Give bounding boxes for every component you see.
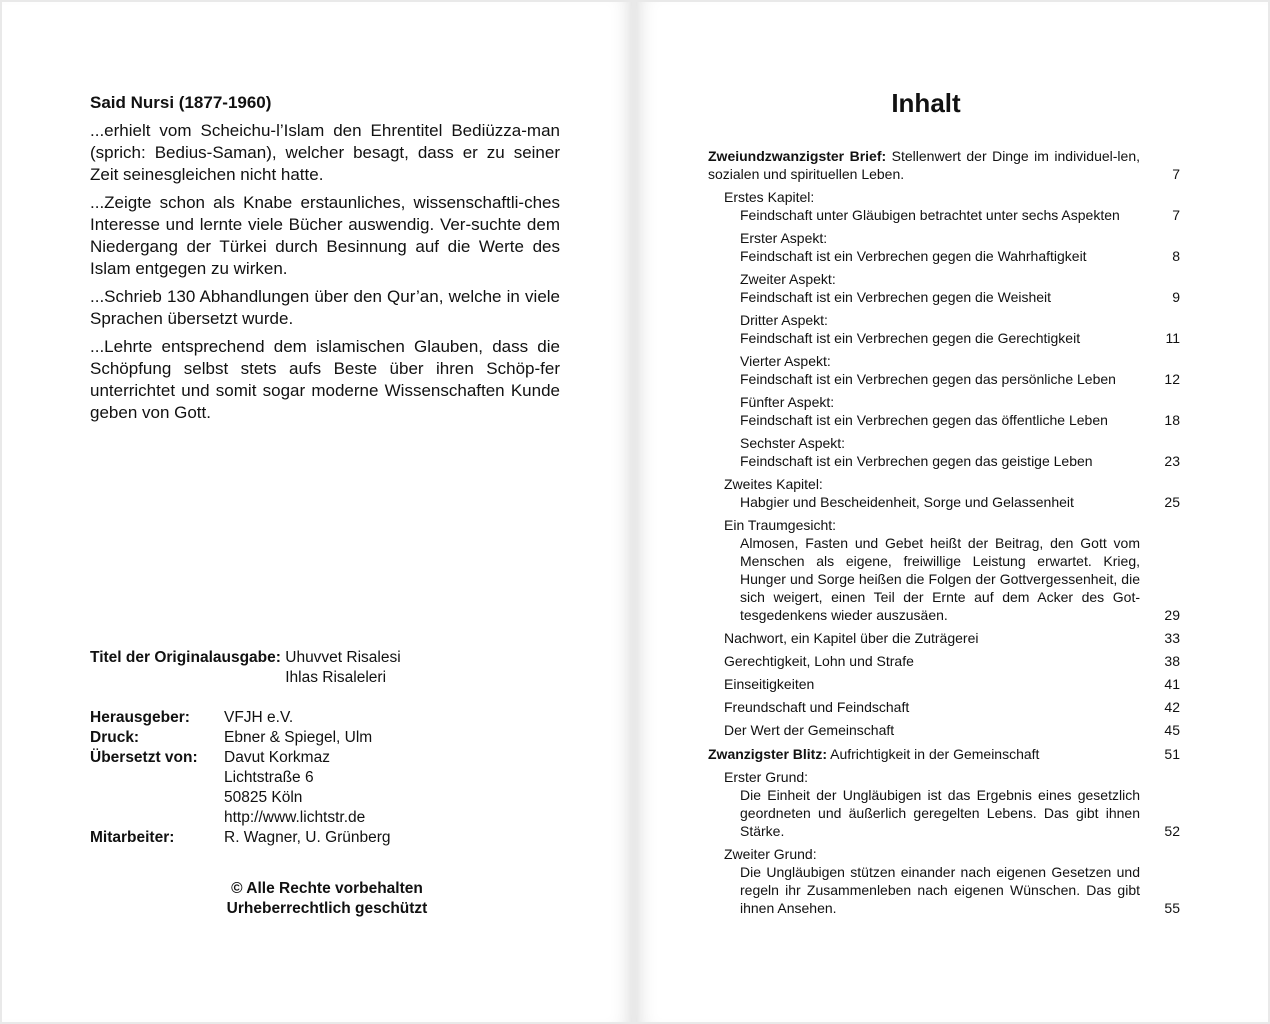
toc-entry-text: Almosen, Fasten und Gebet heißt der Beitrag, den Gott vom Menschen als eigene, freiwillige Leistung erwartet. Krieg, Hunger und Sorge heißen die Folgen der Gottvergessenheit, die sich weigert, einen Teil der Ernte auf dem Acker des Got-tesgedenkens wieder auszusäen. xyxy=(740,535,1140,623)
toc-entry-line xyxy=(708,411,1180,429)
toc-entry xyxy=(708,652,1180,670)
toc-entry-text: Einseitigkeiten xyxy=(724,676,815,692)
imprint-key xyxy=(90,768,224,788)
toc-entry-label: Zweites Kapitel: xyxy=(724,476,823,492)
toc-entry-label: Ein Traumgesicht: xyxy=(724,517,837,533)
imprint-row xyxy=(90,828,391,848)
toc-entry-text: Feindschaft ist ein Verbrechen gegen die Wahrhaftigkeit xyxy=(740,248,1087,264)
toc-entry-label: Vierter Aspekt: xyxy=(740,353,831,369)
toc-entry-line xyxy=(708,629,1180,647)
toc-entry-line xyxy=(708,147,1180,183)
toc-entry-label: Erstes Kapitel: xyxy=(724,189,815,205)
toc-entry-text: Der Wert der Gemeinschaft xyxy=(724,722,895,738)
imprint-row xyxy=(90,768,391,788)
toc-entry xyxy=(708,434,1180,470)
toc-page-number: 41 xyxy=(1164,676,1180,692)
imprint-key: Herausgeber: xyxy=(90,709,190,726)
bio-title: Said Nursi (1877-1960) xyxy=(90,93,272,112)
toc-page-number: 12 xyxy=(1164,371,1180,387)
imprint-value: 50825 Köln xyxy=(224,789,303,806)
imprint-row xyxy=(90,708,391,728)
rights-line: Urheberrechtlich geschützt xyxy=(226,900,428,917)
toc-entry-label: Zweiter Aspekt: xyxy=(740,271,836,287)
toc-entry-line xyxy=(708,698,1180,716)
right-page xyxy=(636,2,1268,1022)
author-bio xyxy=(90,92,560,430)
toc-page-number: 11 xyxy=(1165,330,1180,346)
toc-entry-text: Nachwort, ein Kapitel über die Zuträgerei xyxy=(724,630,979,646)
toc-page-number: 25 xyxy=(1164,494,1180,510)
toc-entry-line xyxy=(708,370,1180,388)
toc-entry xyxy=(708,845,1180,917)
imprint xyxy=(90,708,391,848)
toc-entry-title: Stellenwert der Dinge im individuel-len, sozialen und spirituellen Leben. xyxy=(708,148,1140,182)
toc-page-number: 38 xyxy=(1164,653,1180,669)
toc-entry-text: Habgier und Bescheidenheit, Sorge und Gelassenheit xyxy=(740,494,1074,510)
original-edition-label: Titel der Originalausgabe: xyxy=(90,649,281,666)
toc-entry xyxy=(708,475,1180,511)
imprint-value: R. Wagner, U. Grünberg xyxy=(224,829,391,846)
bio-paragraph: ...Zeigte schon als Knabe erstaunliches, wissenschaftli-ches Interesse und lernte viele Bücher auswendig. Ver-suchte dem Niedergang der Türkei durch Besinnung auf die Werte des Islam entgegen zu wirken. xyxy=(90,193,560,278)
toc-entry xyxy=(708,188,1180,224)
rights-notice xyxy=(152,879,502,919)
toc-entry xyxy=(708,229,1180,265)
toc-entry-label: Fünfter Aspekt: xyxy=(740,394,835,410)
toc-page-number: 7 xyxy=(1172,207,1180,223)
toc-page-number: 42 xyxy=(1164,699,1180,715)
bio-paragraph: ...Schrieb 130 Abhandlungen über den Qur’an, welche in viele Sprachen übersetzt wurde. xyxy=(90,287,560,328)
toc-entry-label: Zweiter Grund: xyxy=(724,846,817,862)
toc-page-number: 9 xyxy=(1172,289,1180,305)
toc-entry-line xyxy=(708,534,1180,624)
imprint-key: Druck: xyxy=(90,729,140,746)
toc-entry-text: Feindschaft ist ein Verbrechen gegen die Weisheit xyxy=(740,289,1052,305)
toc-page-number: 7 xyxy=(1172,166,1180,182)
toc-entry xyxy=(708,393,1180,429)
imprint-key: Mitarbeiter: xyxy=(90,829,175,846)
imprint-value: Lichtstraße 6 xyxy=(224,769,314,786)
original-edition-value: Uhuvvet Risalesi xyxy=(285,649,401,666)
toc-entry-text: Feindschaft ist ein Verbrechen gegen das persönliche Leben xyxy=(740,371,1116,387)
toc-entry xyxy=(708,352,1180,388)
toc-entry-line xyxy=(708,452,1180,470)
toc-entry-line xyxy=(708,206,1180,224)
imprint-row xyxy=(90,748,391,768)
toc-entry-text: Feindschaft ist ein Verbrechen gegen das öffentliche Leben xyxy=(740,412,1108,428)
original-edition-value: Ihlas Risaleleri xyxy=(285,669,387,686)
toc-entry-title: Aufrichtigkeit in der Gemeinschaft xyxy=(827,746,1040,762)
toc-page-number: 51 xyxy=(1164,746,1180,762)
toc-page-number: 45 xyxy=(1164,722,1180,738)
toc-page-number: 33 xyxy=(1164,630,1180,646)
imprint-key xyxy=(90,808,224,828)
toc-entry-line xyxy=(708,745,1180,763)
toc-entry-text: Gerechtigkeit, Lohn und Strafe xyxy=(724,653,914,669)
imprint-row xyxy=(90,788,391,808)
toc-entry xyxy=(708,516,1180,624)
toc-entry-line xyxy=(708,652,1180,670)
toc-entry-line xyxy=(708,721,1180,739)
toc-page-number: 18 xyxy=(1164,412,1180,428)
bio-paragraph: ...erhielt vom Scheichu-l’Islam den Ehrentitel Bediüzza-man (sprich: Bedius-Saman), welcher besagt, dass er zu seiner Zeit seinesgleichen nicht hatte. xyxy=(90,121,560,184)
toc-entry-label: Erster Grund: xyxy=(724,769,809,785)
toc-entry-text: Feindschaft unter Gläubigen betrachtet unter sechs Aspekten xyxy=(740,207,1120,223)
toc-entry-bold: Zweiundzwanzigster Brief: xyxy=(708,148,887,164)
toc-entry-line xyxy=(708,863,1180,917)
toc-entry xyxy=(708,311,1180,347)
toc-entry-line xyxy=(708,786,1180,840)
rights-line: © Alle Rechte vorbehalten xyxy=(231,880,423,897)
toc-entry-text: Die Ungläubigen stützen einander nach eigenen Gesetzen und regeln ihr Zusammenleben nach eigenen Wünschen. Das gibt ihnen Ansehen. xyxy=(740,864,1140,916)
toc-entry-line xyxy=(708,493,1180,511)
toc-entry-line xyxy=(708,288,1180,306)
imprint-row xyxy=(90,728,391,748)
toc-entry xyxy=(708,698,1180,716)
imprint-value: VFJH e.V. xyxy=(224,709,294,726)
toc-page-number: 55 xyxy=(1164,900,1180,916)
imprint-value: http://www.lichtstr.de xyxy=(224,809,366,826)
toc-page-number: 23 xyxy=(1164,453,1180,469)
toc-entry xyxy=(708,147,1180,183)
toc-entry-line xyxy=(708,675,1180,693)
toc-entry-text: Freundschaft und Feindschaft xyxy=(724,699,910,715)
imprint-value: Davut Korkmaz xyxy=(224,749,330,766)
imprint-value: Ebner & Spiegel, Ulm xyxy=(224,729,373,746)
toc-entry-text: Feindschaft ist ein Verbrechen gegen das geistige Leben xyxy=(740,453,1093,469)
toc-heading: Inhalt xyxy=(891,88,961,118)
toc-entry-text xyxy=(708,745,1180,763)
toc-entry-text: Die Einheit der Ungläubigen ist das Ergebnis eines gesetzlich geordneten und äußerlich geregelten Lebens. Das gibt ihnen Stärke. xyxy=(740,787,1140,839)
toc-entry-text xyxy=(708,147,1180,183)
toc-entry xyxy=(708,745,1180,763)
bio-paragraph: ...Lehrte entsprechend dem islamischen Glauben, dass die Schöpfung selbst stets aufs Beste über ihren Schöp-fer unterrichtet und somit sogar moderne Wissenschaften Kunde geben von Gott. xyxy=(90,337,560,422)
toc-entry-line xyxy=(708,329,1180,347)
toc-entry xyxy=(708,270,1180,306)
toc-entry-text: Feindschaft ist ein Verbrechen gegen die Gerechtigkeit xyxy=(740,330,1081,346)
imprint-key: Übersetzt von: xyxy=(90,749,198,766)
toc-entry xyxy=(708,721,1180,739)
toc-entry-label: Erster Aspekt: xyxy=(740,230,828,246)
toc-entry-label: Sechster Aspekt: xyxy=(740,435,846,451)
toc-page-number: 8 xyxy=(1172,248,1180,264)
toc-entry-label: Dritter Aspekt: xyxy=(740,312,828,328)
imprint-row xyxy=(90,808,391,828)
toc-entry-bold: Zwanzigster Blitz: xyxy=(708,746,828,762)
left-page xyxy=(2,2,632,1022)
toc-entry xyxy=(708,768,1180,840)
toc-page-number: 29 xyxy=(1164,607,1180,623)
toc-entry-line xyxy=(708,247,1180,265)
toc-entry xyxy=(708,629,1180,647)
toc-page-number: 52 xyxy=(1164,823,1180,839)
original-edition-values xyxy=(285,648,400,688)
imprint-key xyxy=(90,788,224,808)
original-edition xyxy=(90,648,401,688)
toc-entry xyxy=(708,675,1180,693)
table-of-contents xyxy=(708,147,1180,917)
